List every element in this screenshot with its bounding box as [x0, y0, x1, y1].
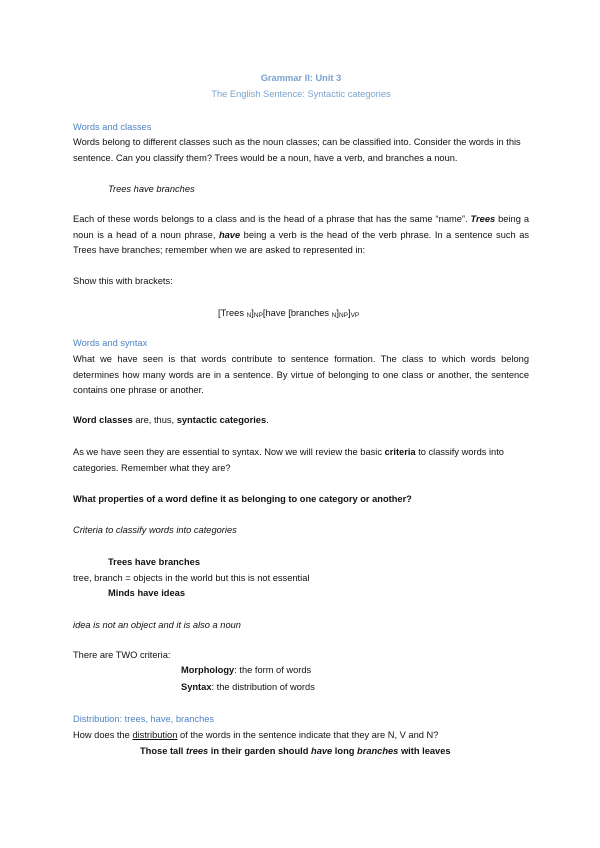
- text-run: of the words in the sentence indicate that they are N, V and N?: [177, 730, 439, 740]
- text-run: are, thus,: [132, 415, 177, 425]
- text-run: How does the: [73, 730, 133, 740]
- criterion-text: : the distribution of words: [211, 682, 315, 692]
- text-run: with leaves: [398, 746, 451, 756]
- criterion-label: Morphology: [181, 665, 235, 675]
- text-run: of a word define it as belonging to one category or another?: [143, 494, 412, 504]
- text-run: long: [332, 746, 358, 756]
- paragraph-each-word-belongs: [73, 212, 529, 259]
- emphasis-word-classes: Word classes: [73, 415, 133, 425]
- text-run: As we have seen they are essential to syntax. Now we will review the basic: [73, 447, 385, 457]
- note-idea-not-object: idea is not an object and it is also a noun: [73, 620, 241, 630]
- text-run: Each of these words belongs to a class and is the head of a phrase that has the same “name”.: [73, 214, 471, 224]
- criterion-label: Syntax: [181, 682, 212, 692]
- section-heading-words-and-syntax: Words and syntax: [73, 338, 148, 348]
- emphasis-syntactic-categories: syntactic categories: [176, 415, 267, 425]
- emphasis-distribution: distribution: [132, 730, 178, 740]
- emphasis-have: have: [311, 746, 333, 756]
- criterion-syntax: [181, 680, 521, 696]
- example-trees-have-branches: Trees have branches: [108, 184, 195, 194]
- text-run: .: [266, 415, 269, 425]
- text-run: Those tall: [140, 746, 186, 756]
- bracket-text: ]: [336, 308, 339, 318]
- paragraph-two-criteria: There are TWO criteria:: [73, 650, 171, 660]
- paragraph-properties-question: [73, 492, 529, 508]
- emphasis-have: have: [218, 229, 241, 240]
- text-run: being a verb is the head of the verb phrase. In a sentence such as Trees have branches; remember when we are asked to represented in:: [73, 229, 530, 255]
- section-heading-words-and-classes: Words and classes: [73, 122, 152, 132]
- subscript-np: NP: [253, 312, 263, 319]
- bracket-text: ]: [348, 308, 351, 318]
- example-minds-have-ideas: Minds have ideas: [108, 588, 185, 598]
- example-trees-have-branches-bold: Trees have branches: [108, 557, 200, 567]
- document-title: Grammar II: Unit 3: [260, 73, 342, 83]
- example-those-tall-trees: [140, 744, 540, 760]
- emphasis-branches: branches: [357, 746, 399, 756]
- emphasis-trees: Trees: [470, 214, 496, 224]
- bracket-text: [have [branches: [262, 308, 332, 318]
- section-heading-distribution: Distribution: trees, have, branches: [73, 714, 215, 724]
- bracket-notation: [218, 306, 518, 322]
- criteria-subtitle: Criteria to classify words into categories: [73, 525, 237, 535]
- subscript-n: N: [331, 312, 337, 319]
- paragraph-essential-to-syntax: [73, 445, 529, 476]
- text-run: in their garden should: [208, 746, 312, 756]
- paragraph-show-brackets: Show this with brackets:: [73, 276, 173, 286]
- subscript-np: NP: [338, 312, 348, 319]
- paragraph-distribution-question: [73, 728, 529, 744]
- document-subtitle: The English Sentence: Syntactic categories: [211, 89, 391, 99]
- text-run: What: [73, 494, 99, 504]
- paragraph-word-classes: [73, 413, 529, 429]
- bracket-text: ]: [251, 308, 254, 318]
- criterion-text: : the form of words: [234, 665, 312, 675]
- subscript-n: N: [246, 312, 252, 319]
- paragraph-words-contribute: What we have seen is that words contribute to sentence formation. The class to which words belong determines how many words are in a sentence. By virtue of belonging to one class or another, the sentence contains one phrase or another.: [73, 354, 529, 395]
- bracket-text: [Trees: [218, 308, 247, 318]
- subscript-vp: VP: [350, 312, 360, 319]
- text-run: to classify words into categories. Remember what they are?: [73, 447, 504, 473]
- note-tree-branch: tree, branch = objects in the world but this is not essential: [73, 573, 310, 583]
- text-run: being a noun is a head of a noun phrase,: [73, 214, 529, 240]
- paragraph-words-belong: Words belong to different classes such as the noun classes; can be classified into. Consider the words in this sentence. Can you classify them? Trees would be a noun, have a verb, and branches a noun.: [73, 137, 521, 163]
- criterion-morphology: [181, 663, 521, 679]
- emphasis-properties: properties: [98, 494, 144, 504]
- emphasis-trees: trees: [185, 746, 209, 756]
- emphasis-criteria: criteria: [384, 447, 416, 457]
